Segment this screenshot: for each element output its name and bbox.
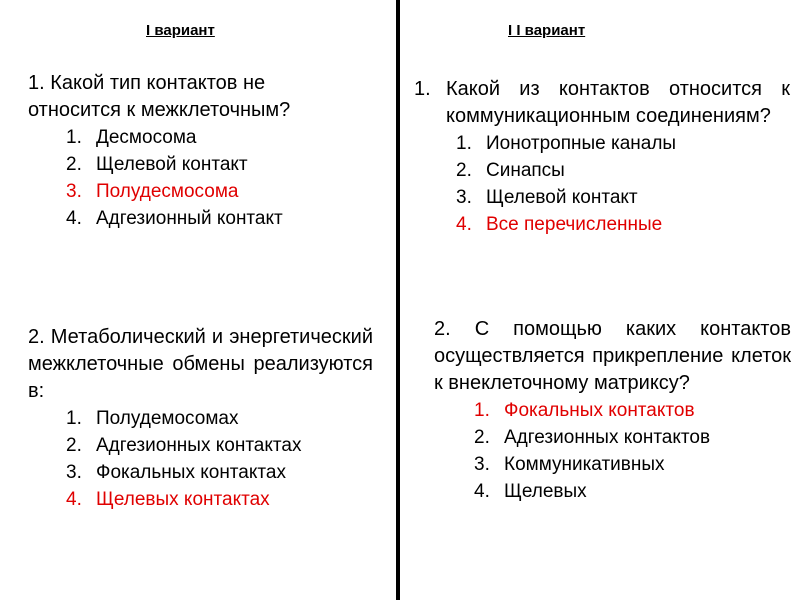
answer-option-number: 4. (66, 208, 82, 229)
answer-option (456, 211, 790, 238)
answer-option-number: 1. (66, 127, 82, 148)
answer-option (66, 459, 373, 486)
answer-option-text: Щелевой контакт (96, 154, 248, 175)
answer-option (66, 405, 373, 432)
answer-option-text: Фокальных контактах (96, 462, 286, 483)
v2-q2-options (474, 397, 791, 505)
v2-q1-options (456, 130, 790, 238)
answer-option-number: 3. (66, 462, 82, 483)
answer-option-number: 3. (66, 181, 82, 202)
answer-option-number: 3. (474, 454, 490, 475)
answer-option (66, 151, 353, 178)
answer-option-text: Щелевых контактах (96, 489, 270, 510)
v2-q1-row (414, 76, 790, 130)
v1-q1-options (66, 124, 353, 232)
v2-q2-text: 2. С помощью каких контактов осуществляется прикрепление клеток к внеклеточному матриксу? (434, 318, 791, 394)
answer-option-text: Все перечисленные (486, 214, 663, 235)
answer-option (474, 478, 791, 505)
v1-q2-options (66, 405, 373, 513)
answer-option-text: Щелевой контакт (486, 187, 638, 208)
answer-option-text: Синапсы (486, 160, 565, 181)
answer-option-text: Фокальных контактов (504, 400, 695, 421)
answer-option-number: 2. (66, 154, 82, 175)
answer-option-text: Полудесмосома (96, 181, 239, 202)
answer-option-number: 4. (66, 489, 82, 510)
answer-option-text: Адгезионных контактов (504, 427, 711, 448)
answer-option-number: 1. (456, 133, 472, 154)
v2-question-2 (434, 316, 791, 505)
v2-question-1 (414, 76, 790, 238)
answer-option (66, 432, 373, 459)
answer-option (66, 178, 353, 205)
v2-q1-number: 1. (414, 78, 431, 100)
answer-option (474, 397, 791, 424)
answer-option (66, 205, 353, 232)
answer-option-number: 1. (474, 400, 490, 421)
answer-option-text: Щелевых (504, 481, 587, 502)
answer-option-text: Десмосома (96, 127, 197, 148)
answer-option-number: 4. (456, 214, 472, 235)
answer-option-number: 2. (456, 160, 472, 181)
v2-q1-text: Какой из контактов относится к коммуникационным соединениям? (446, 78, 790, 127)
answer-option-number: 2. (474, 427, 490, 448)
answer-option-number: 1. (66, 408, 82, 429)
v1-q2-text: 2. Метаболический и энергетический межклеточные обмены реализуются в: (28, 326, 373, 402)
answer-option (456, 130, 790, 157)
answer-option (66, 486, 373, 513)
answer-option (474, 451, 791, 478)
variant-2-title: I I вариант (508, 22, 586, 39)
v1-question-1 (28, 70, 353, 232)
answer-option-text: Ионотропные каналы (486, 133, 677, 154)
answer-option-number: 4. (474, 481, 490, 502)
answer-option-text: Коммуникативных (504, 454, 665, 475)
answer-option (474, 424, 791, 451)
answer-option-text: Адгезионный контакт (96, 208, 283, 229)
answer-option (456, 184, 790, 211)
answer-option-number: 2. (66, 435, 82, 456)
answer-option (66, 124, 353, 151)
answer-option-text: Полудемосомах (96, 408, 239, 429)
variant-1-title: I вариант (146, 22, 215, 39)
answer-option (456, 157, 790, 184)
v1-question-2 (28, 324, 373, 513)
v1-q1-text: 1. Какой тип контактов не относится к межклеточным? (28, 72, 291, 121)
column-divider (396, 0, 400, 600)
answer-option-text: Адгезионных контактах (96, 435, 302, 456)
answer-option-number: 3. (456, 187, 472, 208)
